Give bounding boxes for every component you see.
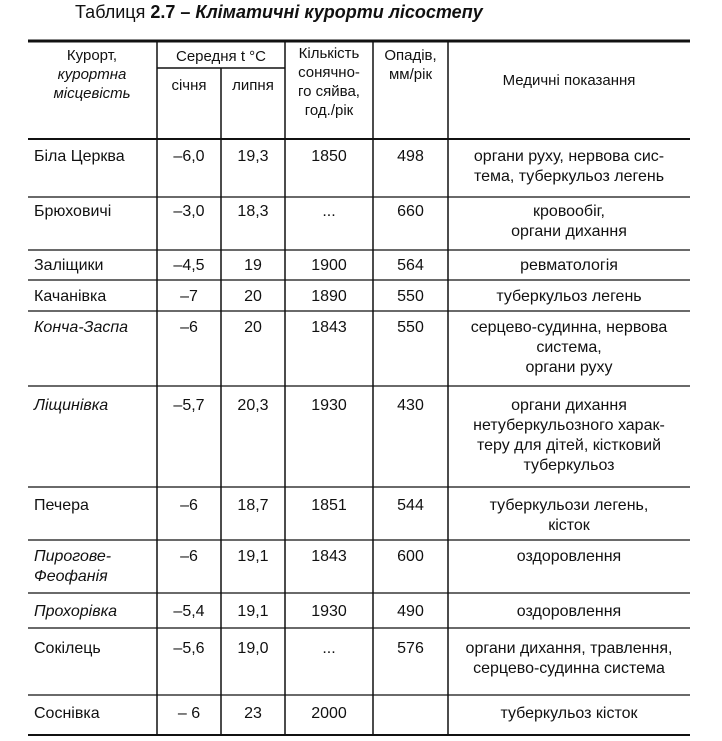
medical-indications-line: органи дихання, травлення, [465, 640, 673, 657]
sunshine-hours: 1851 [311, 497, 347, 514]
sunshine-hours: 1843 [311, 548, 347, 565]
resort-name [30, 639, 158, 659]
july-temp: 19,3 [237, 148, 269, 165]
caption-dash: – [180, 2, 191, 22]
medical-indications [450, 256, 688, 276]
january-temp: –5,4 [173, 603, 205, 620]
resort-name-line: Брюховичі [34, 203, 112, 220]
precipitation: 660 [397, 203, 424, 220]
medical-indications-line: органи руху, нервова сис- [473, 148, 665, 165]
header-precip-line: мм/рік [388, 66, 433, 83]
sunshine-hours: ... [322, 203, 336, 220]
resort-name-line: Качанівка [34, 288, 107, 305]
medical-indications-line: серцево-судинна система [473, 660, 665, 677]
medical-indications [450, 318, 688, 378]
medical-indications-line: туберкульоз [523, 457, 615, 474]
precipitation: 600 [397, 548, 424, 565]
medical-indications [450, 704, 688, 724]
medical-indications [450, 287, 688, 307]
medical-indications-line: кісток [548, 517, 590, 534]
resort-name-line: Пирогове- [34, 548, 112, 565]
resort-name [30, 318, 158, 338]
header-resort-line: курортна [57, 66, 127, 83]
july-temp: 19,0 [237, 640, 269, 657]
resort-name-line: Феофанія [34, 568, 108, 585]
precipitation: 430 [397, 397, 424, 414]
header-avg-temp: Середня t °C [175, 48, 267, 65]
header-resort-line: Курорт, [66, 47, 118, 64]
resort-name-line: Соснівка [34, 705, 100, 722]
precipitation: 544 [397, 497, 424, 514]
medical-indications [450, 147, 688, 187]
medical-indications [450, 202, 688, 242]
july-temp: 19,1 [237, 548, 269, 565]
header-sunshine-line: Кількість [298, 45, 360, 62]
january-temp: –6 [180, 319, 198, 336]
medical-indications-line: тема, туберкульоз легень [473, 168, 665, 185]
january-temp: –6 [180, 497, 198, 514]
header-sunshine-line: го сяйва, [298, 83, 360, 100]
january-temp: –5,6 [173, 640, 205, 657]
resort-name [30, 256, 158, 276]
medical-indications-line: туберкульоз кісток [500, 705, 638, 722]
caption-number: 2.7 [150, 2, 176, 22]
january-temp: –4,5 [173, 257, 205, 274]
july-temp: 23 [244, 705, 262, 722]
july-temp: 18,7 [237, 497, 269, 514]
sunshine-hours: 2000 [311, 705, 347, 722]
sunshine-hours: ... [322, 640, 336, 657]
medical-indications [450, 396, 688, 476]
resort-name-line: Ліщинівка [34, 397, 109, 414]
medical-indications-line: ревматологія [520, 257, 618, 274]
medical-indications-line: оздоровлення [516, 548, 622, 565]
caption-title: Кліматичні курорти лісостепу [195, 2, 483, 22]
resort-name [30, 602, 158, 622]
medical-indications-line: туберкульози легень, [489, 497, 649, 514]
medical-indications-line: система, [536, 339, 602, 356]
header-resort-line: місцевість [53, 85, 131, 102]
medical-indications-line: оздоровлення [516, 603, 622, 620]
sunshine-hours: 1843 [311, 319, 347, 336]
sunshine-hours: 1930 [311, 603, 347, 620]
july-temp: 20 [244, 319, 262, 336]
header-sunshine [285, 44, 373, 120]
january-temp: –3,0 [173, 203, 205, 220]
header-resort [30, 46, 154, 103]
precipitation: 550 [397, 319, 424, 336]
medical-indications [450, 639, 688, 679]
precipitation: 550 [397, 288, 424, 305]
precipitation: 576 [397, 640, 424, 657]
resort-name-line: Конча-Заспа [34, 319, 129, 336]
precipitation: 498 [397, 148, 424, 165]
january-temp: –7 [180, 288, 198, 305]
precipitation: 564 [397, 257, 424, 274]
resort-name [30, 547, 158, 587]
medical-indications [450, 547, 688, 567]
july-temp: 20,3 [237, 397, 269, 414]
resort-name-line: Сокілець [34, 640, 101, 657]
medical-indications-line: органи дихання [511, 223, 627, 240]
resort-name-line: Біла Церква [34, 148, 125, 165]
header-sunshine-line: сонячно- [298, 64, 360, 81]
resort-name-line: Прохорівка [34, 603, 118, 620]
sunshine-hours: 1930 [311, 397, 347, 414]
medical-indications-line: туберкульоз легень [496, 288, 642, 305]
resort-name [30, 287, 158, 307]
july-temp: 19 [244, 257, 262, 274]
header-precip [373, 46, 448, 84]
header-sunshine-line: год./рік [304, 102, 354, 119]
july-temp: 19,1 [237, 603, 269, 620]
header-indications: Медичні показання [502, 72, 636, 89]
resort-name [30, 147, 158, 167]
medical-indications-line: нетуберкульозного харак- [473, 417, 665, 434]
header-precip-line: Опадів, [384, 47, 437, 64]
resort-name [30, 202, 158, 222]
header-july: липня [232, 77, 274, 94]
sunshine-hours: 1900 [311, 257, 347, 274]
resort-name [30, 396, 158, 416]
precipitation: 490 [397, 603, 424, 620]
sunshine-hours: 1890 [311, 288, 347, 305]
medical-indications-line: органи дихання [511, 397, 627, 414]
resort-name [30, 704, 158, 724]
medical-indications [450, 602, 688, 622]
january-temp: –5,7 [173, 397, 205, 414]
resort-name-line: Заліщики [34, 257, 104, 274]
caption-prefix: Таблиця [75, 2, 146, 22]
medical-indications [450, 496, 688, 536]
july-temp: 20 [244, 288, 262, 305]
header-january: січня [171, 77, 207, 94]
resort-name-line: Печера [34, 497, 89, 514]
resort-name [30, 496, 158, 516]
medical-indications-line: органи руху [525, 359, 613, 376]
sunshine-hours: 1850 [311, 148, 347, 165]
medical-indications-line: кровообіг, [533, 203, 605, 220]
january-temp: –6 [180, 548, 198, 565]
medical-indications-line: теру для дітей, кістковий [476, 437, 662, 454]
january-temp: – 6 [177, 705, 201, 722]
medical-indications-line: серцево-судинна, нервова [470, 319, 668, 336]
january-temp: –6,0 [173, 148, 205, 165]
july-temp: 18,3 [237, 203, 269, 220]
